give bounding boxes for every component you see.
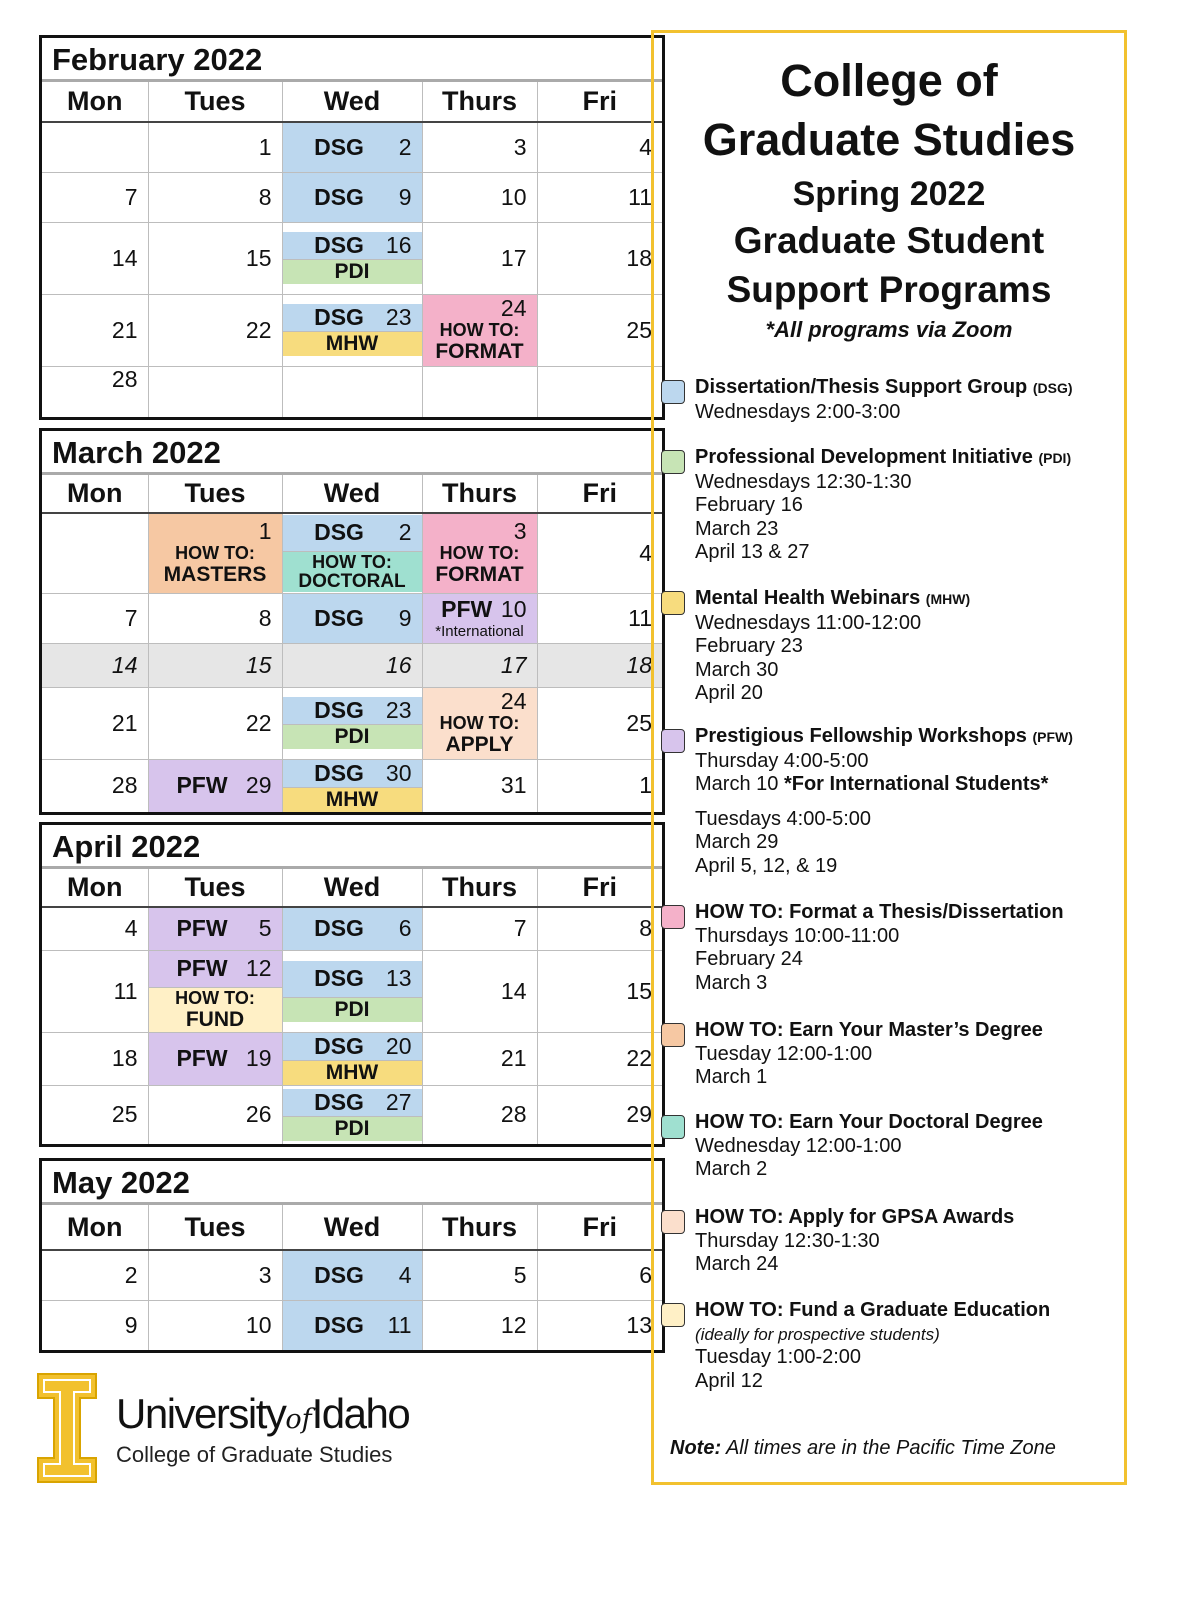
day-header: Tues xyxy=(148,475,282,513)
day-cell xyxy=(282,366,422,417)
day-cell xyxy=(42,513,148,593)
day-cell xyxy=(42,122,148,172)
day-cell: 11 xyxy=(537,172,662,222)
day-cell: 8 xyxy=(148,593,282,643)
day-cell: 4 xyxy=(537,513,662,593)
day-cell-holiday: 15 xyxy=(148,643,282,687)
timezone-note: Note: All times are in the Pacific Time Zone xyxy=(670,1437,1056,1459)
day-cell-howto-masters: 1 HOW TO: MASTERS xyxy=(148,513,282,593)
day-header: Fri xyxy=(537,82,662,122)
day-cell: 22 xyxy=(148,687,282,759)
day-cell: 10 xyxy=(148,1300,282,1350)
day-cell-howto-apply: 24 HOW TO: APPLY xyxy=(422,687,537,759)
day-cell: 7 xyxy=(42,172,148,222)
day-cell-multi: DSG 20 MHW xyxy=(282,1032,422,1085)
day-cell-howto-format: 24 HOW TO: FORMAT xyxy=(422,294,537,366)
day-header: Mon xyxy=(42,82,148,122)
university-logo xyxy=(36,1372,410,1489)
day-cell: 10 xyxy=(422,172,537,222)
day-cell: 7 xyxy=(422,907,537,950)
day-cell-holiday: 18 xyxy=(537,643,662,687)
panel-subtitle-line2: Graduate Student xyxy=(733,220,1045,261)
college-name: College of Graduate Studies xyxy=(116,1442,393,1467)
day-cell: 7 xyxy=(42,593,148,643)
day-header: Thurs xyxy=(422,1205,537,1250)
day-cell: 13 xyxy=(537,1300,662,1350)
day-cell: 25 xyxy=(537,294,662,366)
day-cell: 14 xyxy=(42,222,148,294)
day-cell-pfw: PFW 10 *International xyxy=(422,593,537,643)
panel-title-line1: College of xyxy=(780,55,998,106)
day-header: Tues xyxy=(148,82,282,122)
day-header: Wed xyxy=(282,82,422,122)
day-cell: 11 xyxy=(42,950,148,1032)
day-cell-pfw: PFW 29 xyxy=(148,759,282,812)
day-header: Mon xyxy=(42,1205,148,1250)
day-cell-holiday: 17 xyxy=(422,643,537,687)
day-cell-multi: DSG 23 MHW xyxy=(282,294,422,366)
day-cell: 25 xyxy=(42,1085,148,1144)
day-header: Wed xyxy=(282,1205,422,1250)
month-title: April 2022 xyxy=(42,825,662,869)
month-grid xyxy=(42,475,662,812)
day-cell: 15 xyxy=(148,222,282,294)
day-cell: 25 xyxy=(537,687,662,759)
day-header: Fri xyxy=(537,475,662,513)
day-cell-multi: DSG 16 PDI xyxy=(282,222,422,294)
day-cell-pfw: PFW 19 xyxy=(148,1032,282,1085)
day-cell-multi: DSG 30 MHW xyxy=(282,759,422,812)
day-cell: 12 xyxy=(422,1300,537,1350)
swatch-masters xyxy=(661,1023,685,1047)
day-cell: 4 xyxy=(537,122,662,172)
swatch-fund xyxy=(661,1303,685,1327)
day-cell: 3 xyxy=(422,122,537,172)
day-header: Mon xyxy=(42,475,148,513)
month-title: March 2022 xyxy=(42,431,662,475)
programs-panel: College of Graduate Studies Spring 2022 Graduate Student Support Programs *All programs via Zoom Dissertation/Thesis Support Group (DSG) Wednesdays 2:00-3:00 Professional Development Initiative (PDI) Wednesdays 12:30-1:30 February 16 March 23 April 13 & 27 Mental Health Webinars (MHW) Wednesdays 11:00-12:00 February 23 March 30 April 20 Prestigious Fellowship Workshops (PFW) Thursday 4:00-5:00 March 10 *For International Students* Tuesdays 4:00-5:00 March 29 April 5, 12, & 19 HOW TO: Format a Thesis/Dissertation Thursdays 10:00-11:00 February 24 March 3 HOW TO: Earn Your Master’s Degree Tuesday 12:00-1:00 March 1 HOW TO: Earn Your Doctoral Degree Wednesday 12:00-1:00 March 2 HOW TO: Apply for GPSA Awards Thursday 12:30-1:30 March 24 HOW TO: Fund a Graduate Education (ideally for prospective students) Tuesday 1:00-2:00 April 12 Note: All times are in the Pacific Time Zone xyxy=(651,30,1127,1485)
day-header: Tues xyxy=(148,869,282,907)
university-wordmark: UniversityofIdaho xyxy=(116,1390,410,1437)
month-grid xyxy=(42,1205,662,1350)
day-cell: 15 xyxy=(537,950,662,1032)
day-cell: 9 xyxy=(42,1300,148,1350)
zoom-note: *All programs via Zoom xyxy=(765,317,1013,342)
day-cell: 31 xyxy=(422,759,537,812)
day-cell: 21 xyxy=(422,1032,537,1085)
month-grid xyxy=(42,82,662,417)
calendar-march xyxy=(39,428,665,815)
day-header: Fri xyxy=(537,869,662,907)
day-cell-dsg: DSG 6 xyxy=(282,907,422,950)
day-cell: 21 xyxy=(42,687,148,759)
day-cell-dsg: DSG 4 xyxy=(282,1250,422,1300)
day-cell-multi: DSG 13 PDI xyxy=(282,950,422,1032)
day-cell: 26 xyxy=(148,1085,282,1144)
day-cell-holiday: 16 xyxy=(282,643,422,687)
day-cell: 14 xyxy=(422,950,537,1032)
panel-subtitle-line3: Support Programs xyxy=(726,269,1052,310)
day-cell: 5 xyxy=(422,1250,537,1300)
month-title: February 2022 xyxy=(42,38,662,82)
idaho-i-mark-icon xyxy=(36,1372,98,1484)
panel-subtitle-line1: Spring 2022 xyxy=(792,175,986,213)
day-cell: 3 xyxy=(148,1250,282,1300)
day-header: Fri xyxy=(537,1205,662,1250)
day-cell: 4 xyxy=(42,907,148,950)
day-header: Thurs xyxy=(422,475,537,513)
day-header: Wed xyxy=(282,869,422,907)
day-cell: 1 xyxy=(537,759,662,812)
day-cell: 22 xyxy=(148,294,282,366)
day-cell: 1 xyxy=(148,122,282,172)
day-cell: 22 xyxy=(537,1032,662,1085)
day-cell: 21 xyxy=(42,294,148,366)
swatch-pfw xyxy=(661,729,685,753)
day-cell-multi: DSG 27 PDI xyxy=(282,1085,422,1144)
day-cell xyxy=(422,366,537,417)
day-header: Wed xyxy=(282,475,422,513)
day-cell-pfw: PFW 5 xyxy=(148,907,282,950)
day-cell xyxy=(537,366,662,417)
swatch-dsg xyxy=(661,380,685,404)
day-cell: 11 xyxy=(537,593,662,643)
day-cell-multi: DSG 23 PDI xyxy=(282,687,422,759)
swatch-apply xyxy=(661,1210,685,1234)
day-cell: 18 xyxy=(42,1032,148,1085)
month-title: May 2022 xyxy=(42,1161,662,1205)
swatch-doctoral xyxy=(661,1115,685,1139)
calendar-february xyxy=(39,35,665,420)
day-cell: 29 xyxy=(537,1085,662,1144)
day-header: Thurs xyxy=(422,82,537,122)
day-cell: 8 xyxy=(148,172,282,222)
calendar-may xyxy=(39,1158,665,1353)
calendar-april xyxy=(39,822,665,1147)
day-header: Mon xyxy=(42,869,148,907)
day-cell: 6 xyxy=(537,1250,662,1300)
day-cell-holiday: 14 xyxy=(42,643,148,687)
day-cell: 28 xyxy=(422,1085,537,1144)
day-cell: 28 xyxy=(42,759,148,812)
day-cell-multi: DSG 2 HOW TO: DOCTORAL xyxy=(282,513,422,593)
day-cell: 2 xyxy=(42,1250,148,1300)
day-cell: 28 xyxy=(42,366,148,417)
day-cell-dsg: DSG 9 xyxy=(282,172,422,222)
panel-title-line2: Graduate Studies xyxy=(702,114,1076,165)
day-cell-howto-format: 3 HOW TO: FORMAT xyxy=(422,513,537,593)
month-grid xyxy=(42,869,662,1144)
day-header: Tues xyxy=(148,1205,282,1250)
day-cell-dsg: DSG 9 xyxy=(282,593,422,643)
day-cell: 17 xyxy=(422,222,537,294)
day-cell: 18 xyxy=(537,222,662,294)
day-cell: 8 xyxy=(537,907,662,950)
swatch-format xyxy=(661,905,685,929)
swatch-mhw xyxy=(661,591,685,615)
day-cell xyxy=(148,366,282,417)
day-cell-dsg: DSG 2 xyxy=(282,122,422,172)
day-cell-dsg: DSG 11 xyxy=(282,1300,422,1350)
swatch-pdi xyxy=(661,450,685,474)
day-cell-multi: PFW 12 HOW TO: FUND xyxy=(148,950,282,1032)
day-header: Thurs xyxy=(422,869,537,907)
